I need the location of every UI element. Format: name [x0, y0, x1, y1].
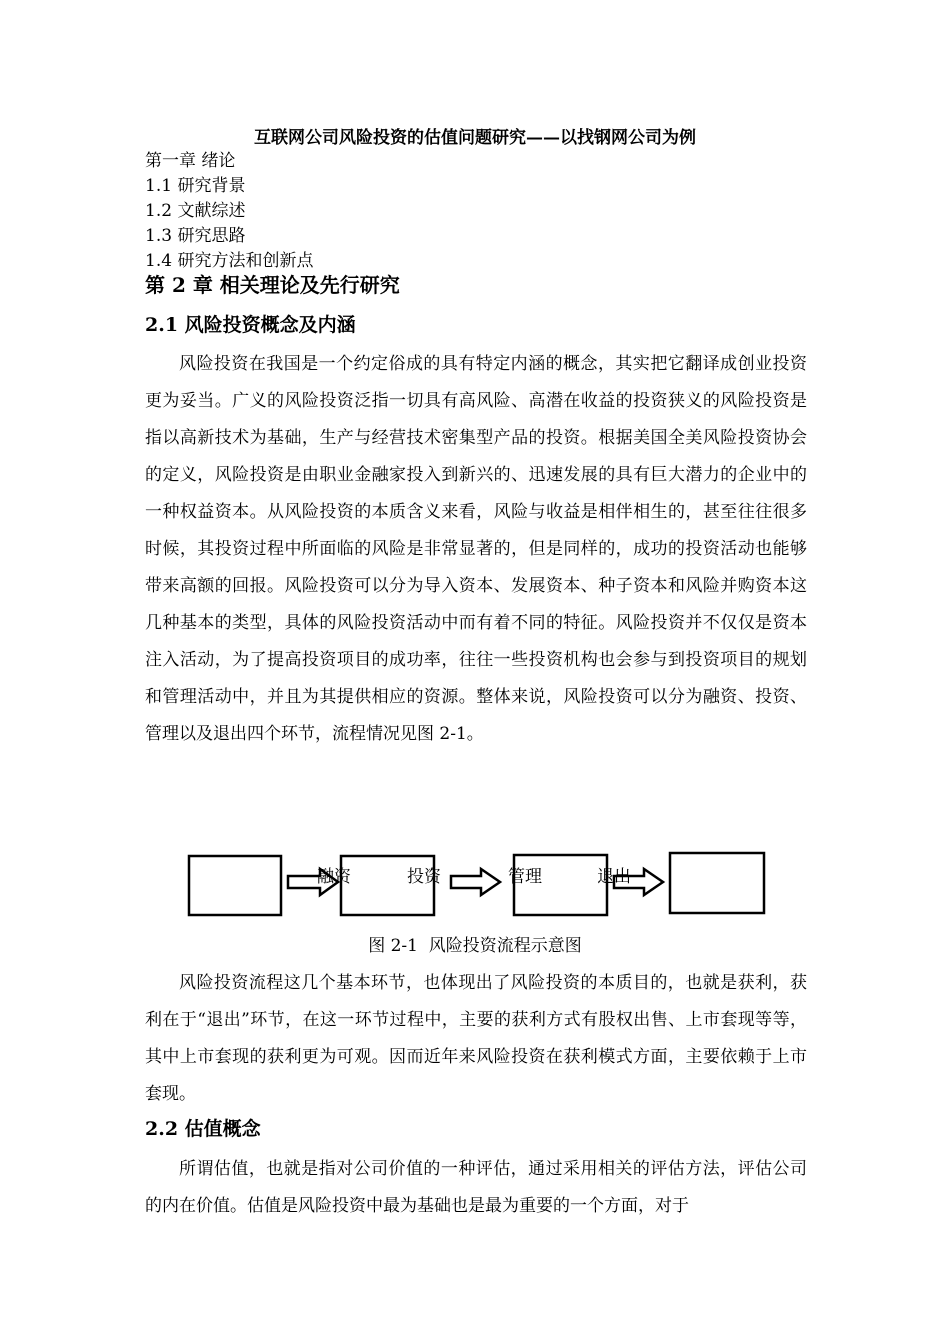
body-paragraph: 风险投资流程这几个基本环节，也体现出了风险投资的本质目的，也就是获利，获利在于“退出”环节，在这一环节过程中，主要的获利方式有股权出售、上市套现等等，其中上市套现的获利更为可观。因而近年来风险投资在获利模式方面，主要依赖于上市套现。	[145, 973, 807, 1104]
toc-item: 1.2 文献综述	[145, 201, 246, 221]
toc-item: 1.1 研究背景	[145, 176, 246, 196]
body-paragraph: 风险投资在我国是一个约定俗成的具有特定内涵的概念，其实把它翻译成创业投资更为妥当。广义的风险投资泛指一切具有高风险、高潜在收益的投资狭义的风险投资是指以高新技术为基础，生产与经营技术密集型产品的投资。根据美国全美风险投资协会的定义，风险投资是由职业金融家投入到新兴的、迅速发展的具有巨大潜力的企业中的一种权益资本。从风险投资的本质含义来看，风险与收益是相伴相生的，甚至往往很多时候，其投资过程中所面临的风险是非常显著的，但是同样的，成功的投资活动也能够带来高额的回报。风险投资可以分为导入资本、发展资本、种子资本和风险并购资本这几种基本的类型，具体的风险投资活动中而有着不同的特征。风险投资并不仅仅是资本注入活动，为了提高投资项目的成功率，往往一些投资机构也会参与到投资项目的规划和管理活动中，并且为其提供相应的资源。整体来说，风险投资可以分为融资、投资、管理以及退出四个环节，流程情况见图 2-1。	[145, 354, 807, 744]
toc-item: 第一章 绪论	[145, 151, 236, 171]
flow-box-1	[189, 856, 281, 915]
body-paragraph: 所谓估值，也就是指对公司价值的一种评估，通过采用相关的评估方法，评估公司的内在价值。估值是风险投资中最为基础也是最为重要的一个方面，对于	[145, 1159, 807, 1216]
figure-caption: 图 2-1 风险投资流程示意图	[368, 936, 582, 956]
arrow-right-icon	[451, 869, 500, 895]
chapter-heading: 第 2 章 相关理论及先行研究	[145, 273, 400, 297]
document-title: 互联网公司风险投资的估值问题研究——以找钢网公司为例	[254, 128, 696, 148]
flow-label: 管理	[508, 867, 542, 887]
table-of-contents	[145, 149, 313, 274]
flow-diagram	[0, 840, 950, 930]
section-heading-2-2: 2.2 估值概念	[145, 1118, 261, 1140]
toc-item: 1.4 研究方法和创新点	[145, 251, 314, 271]
flow-box-4	[670, 853, 764, 913]
toc-item: 1.3 研究思路	[145, 226, 246, 246]
section-heading-2-1: 2.1 风险投资概念及内涵	[145, 314, 356, 336]
flow-label: 投资	[407, 867, 441, 887]
flow-label: 融资	[317, 867, 351, 887]
flow-label: 退出	[597, 867, 631, 887]
